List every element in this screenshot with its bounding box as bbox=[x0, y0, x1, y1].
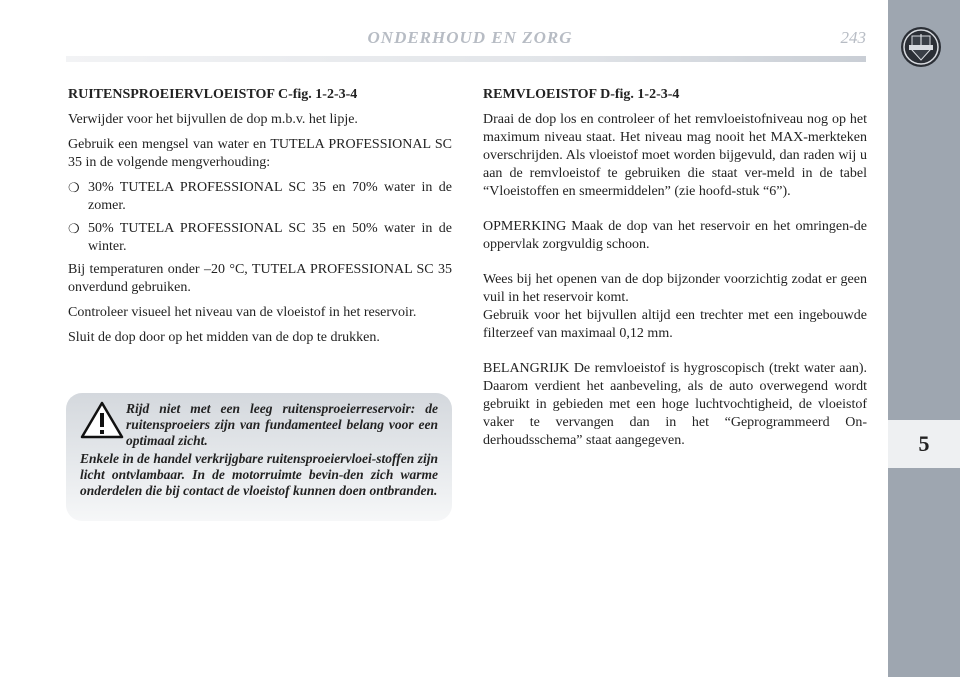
list-item-text: 50% TUTELA PROFESSIONAL SC 35 en 50% water in de winter. bbox=[88, 221, 452, 254]
warning-lead-text: Rijd niet met een leeg ruitensproeierreservoir: de ruitensproeiers zijn van fundamenteel belang voor een optimaal zicht. bbox=[126, 401, 438, 448]
paragraph: Draai de dop los en controleer of het remvloeistofniveau nog op het maximum niveau staat. Het niveau mag nooit het MAX-merkteken overschrijden. Als vloeistof moet worden bijgevuld, dan raden wij u aan de remvloeistof te gebruiken die staat ver-meld in de tabel “Vloeistoffen en smeermiddelen” (zie hoofd-stuk “6”). bbox=[483, 112, 867, 199]
paragraph: Sluit de dop door op het midden van de dop te drukken. bbox=[68, 330, 380, 345]
page-number: 243 bbox=[840, 28, 866, 47]
chapter-number: 5 bbox=[918, 431, 930, 456]
paragraph: Gebruik een mengsel van water en TUTELA PROFESSIONAL SC 35 in de volgende mengverhouding: bbox=[68, 137, 452, 170]
section-heading-brake-fluid: REMVLOEISTOF D-fig. 1-2-3-4 bbox=[483, 87, 680, 102]
lancia-logo-icon bbox=[900, 26, 942, 68]
right-column bbox=[483, 86, 867, 457]
chapter-sidebar bbox=[888, 0, 960, 677]
list-item bbox=[68, 179, 452, 215]
left-column bbox=[68, 86, 452, 354]
chapter-number-tab[interactable] bbox=[888, 420, 960, 468]
header-divider bbox=[66, 56, 866, 62]
warning-box bbox=[66, 393, 452, 521]
note-paragraph: OPMERKING Maak de dop van het reservoir en het omringen-de oppervlak zorgvuldig schoon. bbox=[483, 219, 867, 252]
header-title: ONDERHOUD EN ZORG bbox=[367, 28, 573, 47]
list-item-text: 30% TUTELA PROFESSIONAL SC 35 en 70% water in de zomer. bbox=[88, 180, 452, 213]
paragraph: Bij temperaturen onder –20 °C, TUTELA PROFESSIONAL SC 35 onverdund gebruiken. bbox=[68, 262, 452, 295]
paragraph: Gebruik voor het bijvullen altijd een trechter met een ingebouwde filterzeef van maximaal 0,12 mm. bbox=[483, 308, 867, 341]
paragraph: Controleer visueel het niveau van de vloeistof in het reservoir. bbox=[68, 305, 417, 320]
bullet-circle-icon: ❍ bbox=[68, 180, 80, 195]
mix-ratio-list bbox=[68, 179, 452, 256]
list-item bbox=[68, 220, 452, 256]
warning-triangle-icon bbox=[80, 401, 124, 439]
paragraph: Verwijder voor het bijvullen de dop m.b.v. het lipje. bbox=[68, 112, 358, 127]
bullet-circle-icon: ❍ bbox=[68, 221, 80, 236]
paragraph: Wees bij het openen van de dop bijzonder voorzichtig zodat er geen vuil in het reservoir komt. bbox=[483, 272, 867, 305]
section-heading-washer-fluid: RUITENSPROEIERVLOEISTOF C-fig. 1-2-3-4 bbox=[68, 87, 358, 102]
important-paragraph: BELANGRIJK De remvloeistof is hygroscopisch (trekt water aan). Daarom verdient het aanbeveling, als de auto overwegend wordt gebruikt in gebieden met een hoge luchtvochtigheid, de vloeistof vaker te vervangen dan in het “Geprogrammeerd On-derhoudsschema” staat aangegeven. bbox=[483, 361, 867, 448]
warning-body-text: Enkele in de handel verkrijgbare ruitensproeiervloei-stoffen zijn licht ontvlambaar. In de motorruimte bevin-den zich warme onderdelen die bij contact de vloeistof kunnen doen ontbranden. bbox=[80, 451, 438, 498]
